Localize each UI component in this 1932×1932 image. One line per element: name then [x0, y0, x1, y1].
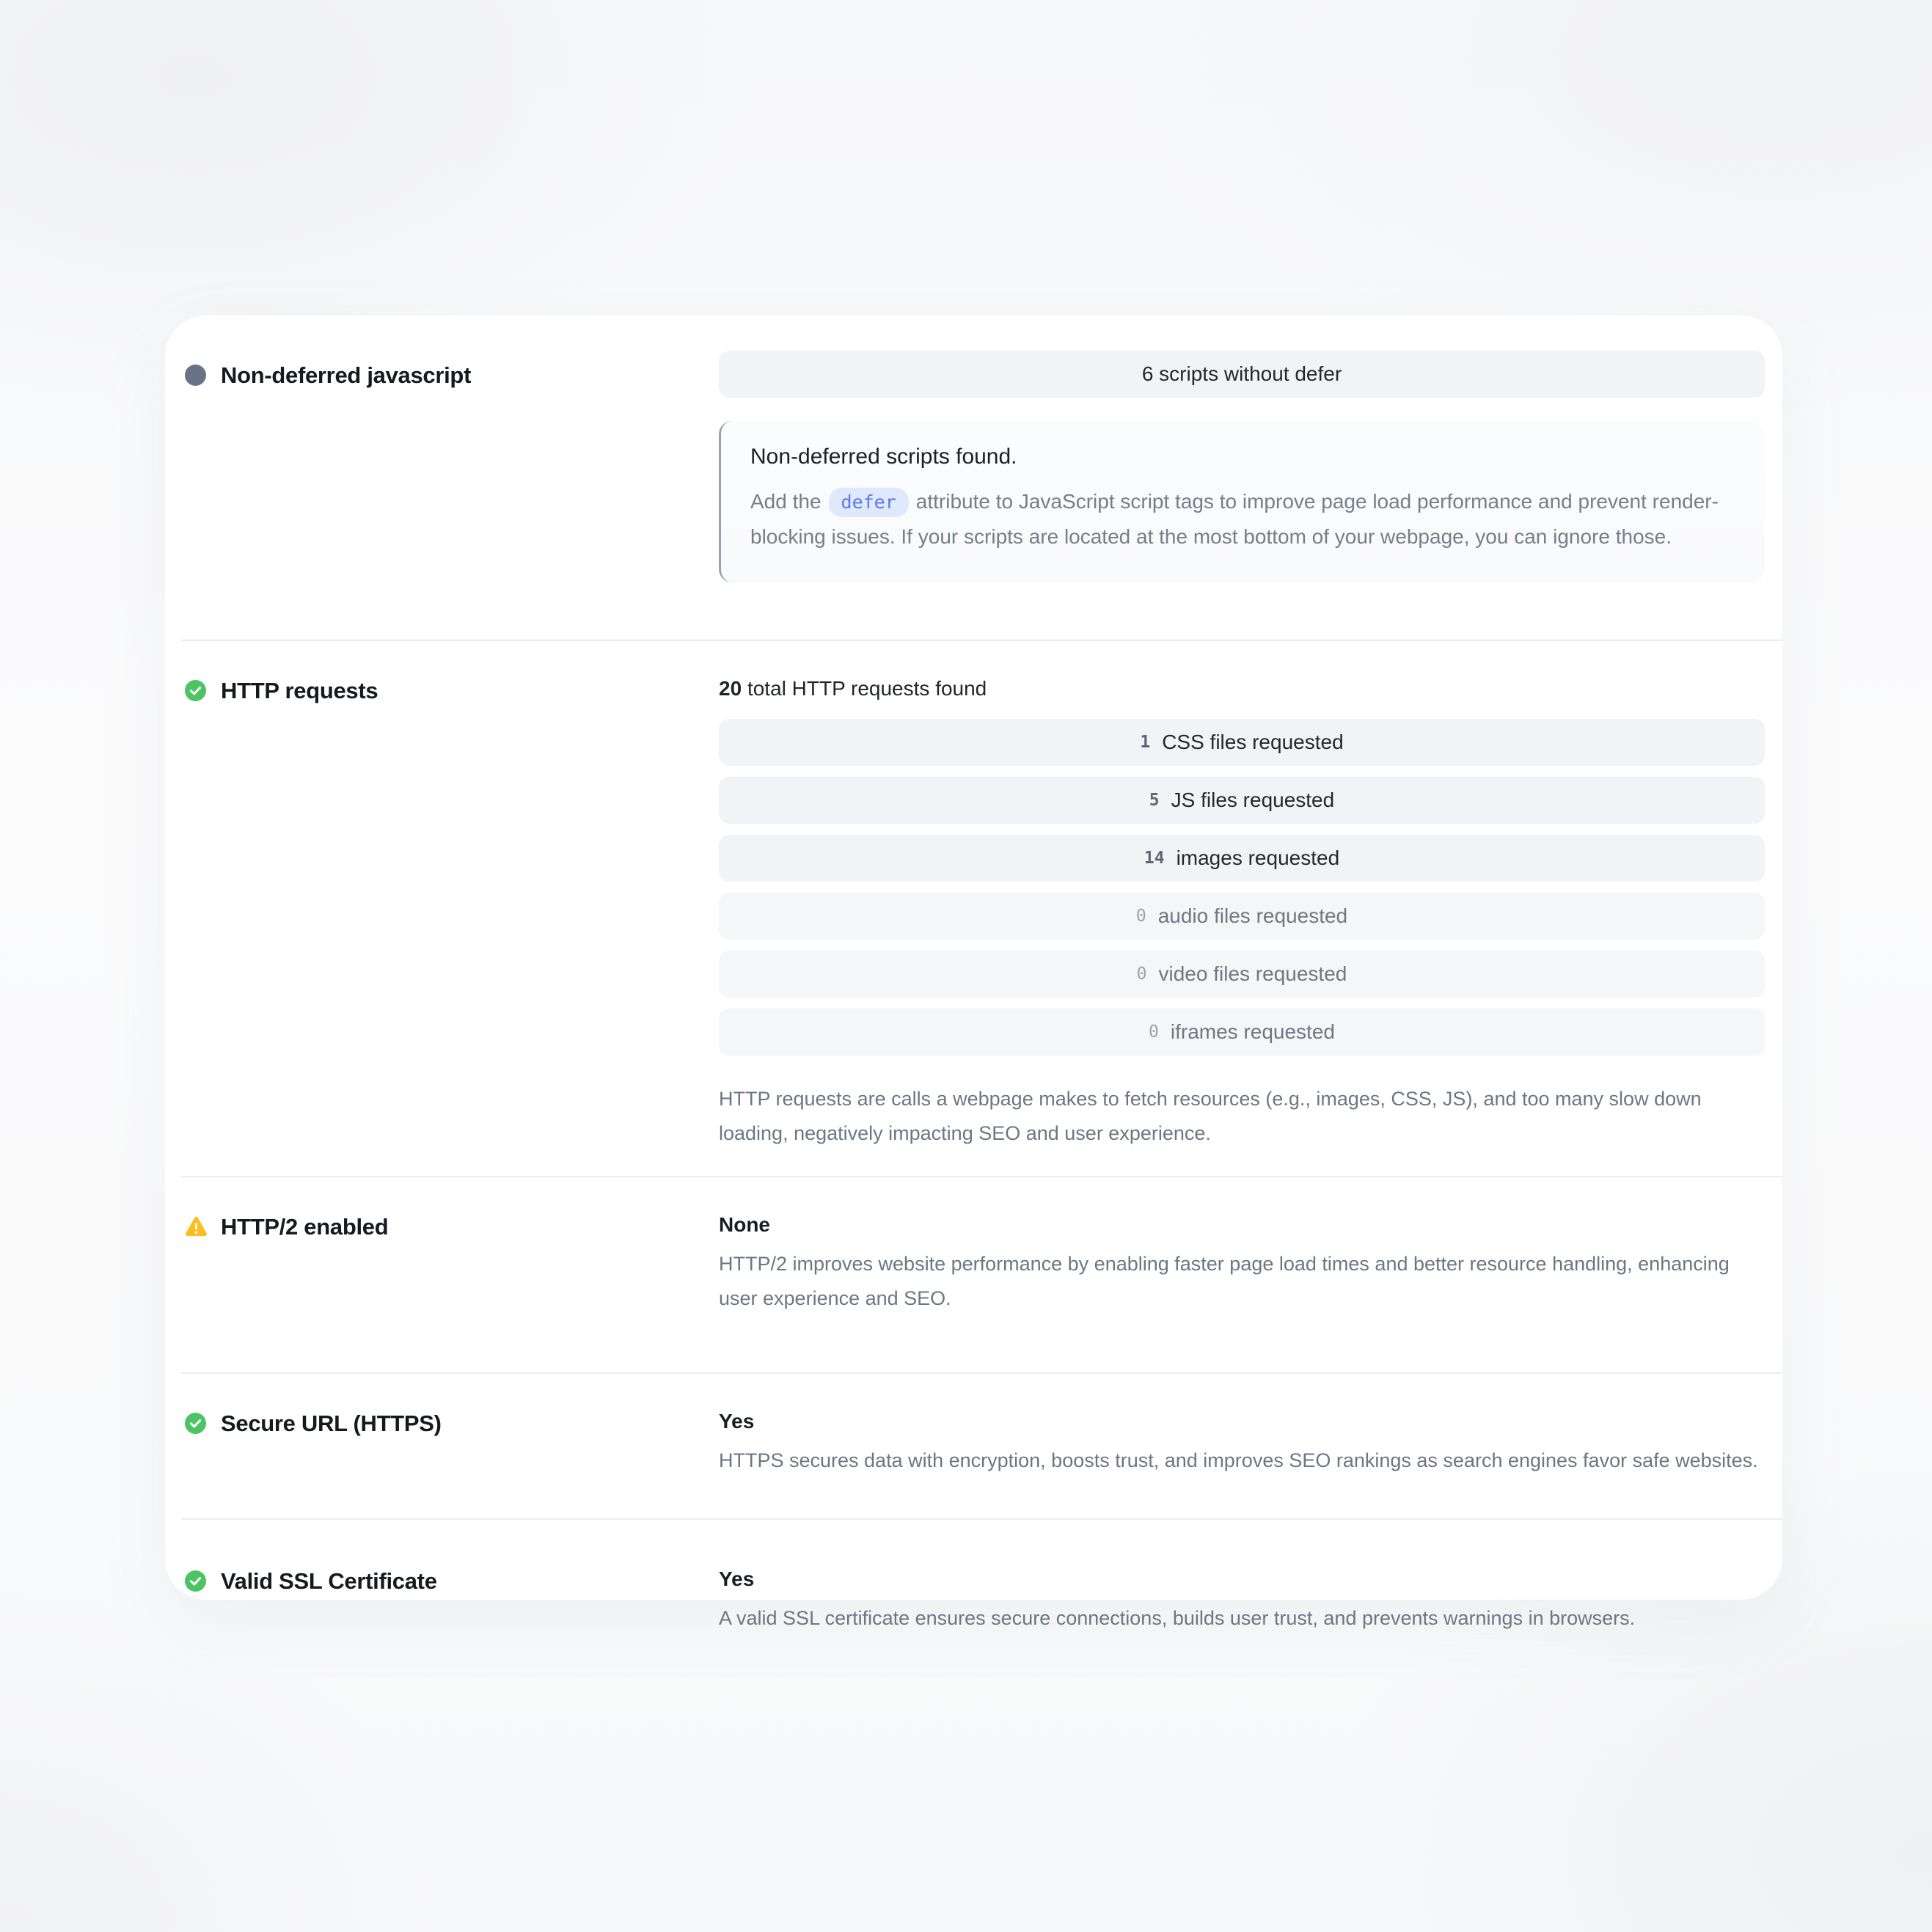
advice-note-title: Non-deferred scripts found.: [750, 444, 1017, 469]
section-header: [185, 676, 719, 1151]
defer-code-chip: defer: [829, 488, 909, 517]
section-title: Secure URL (HTTPS): [221, 1410, 442, 1436]
stat-count: 5: [1149, 791, 1160, 810]
section-header: [185, 1409, 719, 1478]
advice-note-body: [750, 484, 1735, 555]
stat-count: 0: [1149, 1022, 1159, 1042]
section-title: HTTP requests: [221, 678, 378, 703]
stat-label: video files requested: [1158, 962, 1347, 985]
check-value: Yes: [719, 1567, 755, 1590]
total-requests-line: [719, 676, 1765, 701]
section-header: [185, 351, 719, 582]
stat-count: 14: [1144, 849, 1165, 868]
check-circle-icon: [185, 1413, 206, 1434]
stat-bar-images: [719, 835, 1765, 882]
stat-count: 1: [1140, 733, 1151, 752]
section-content: [719, 676, 1765, 1151]
stat-bar-js: [719, 777, 1765, 824]
check-circle-icon: [185, 680, 206, 701]
stat-label: JS files requested: [1171, 788, 1335, 811]
section-content: [719, 1567, 1765, 1636]
section-title: HTTP/2 enabled: [221, 1214, 389, 1240]
audit-report-card: [165, 315, 1782, 1629]
section-content: [719, 1409, 1765, 1478]
warning-triangle-icon: [185, 1216, 206, 1237]
section-description: HTTP/2 improves website performance by enabling faster page load times and better resource handling, enhancing user experience and SEO.: [719, 1253, 1730, 1309]
stat-bar-css: [719, 719, 1765, 766]
stat-count: 0: [1136, 965, 1147, 984]
request-breakdown-list: [719, 719, 1765, 1055]
advice-note: [719, 421, 1765, 582]
note-body-before: Add the: [750, 490, 822, 513]
section-header: [185, 1212, 719, 1316]
section-valid-ssl: [165, 1532, 1782, 1636]
section-http-requests: [165, 641, 1782, 1151]
check-circle-icon: [185, 1570, 206, 1592]
summary-pill-label: 6 scripts without defer: [1141, 362, 1342, 385]
total-requests-count: 20: [719, 677, 742, 700]
section-description: A valid SSL certificate ensures secure connections, builds user trust, and prevents warnings in browsers.: [719, 1607, 1636, 1629]
section-title: Non-deferred javascript: [221, 362, 472, 388]
section-non-deferred-javascript: [165, 315, 1782, 582]
total-requests-label: total HTTP requests found: [747, 677, 987, 700]
section-header: [185, 1567, 719, 1636]
section-content: [719, 1212, 1765, 1316]
stat-bar-iframes: [719, 1009, 1765, 1055]
stat-label: iframes requested: [1170, 1020, 1335, 1043]
stat-label: audio files requested: [1157, 904, 1348, 927]
stat-label: CSS files requested: [1162, 731, 1344, 753]
section-title: Valid SSL Certificate: [221, 1568, 437, 1594]
section-content: [719, 351, 1765, 582]
stat-bar-audio: [719, 893, 1765, 940]
check-value: Yes: [719, 1410, 755, 1432]
stat-label: images requested: [1176, 846, 1340, 869]
neutral-dot-icon: [185, 365, 206, 386]
stat-count: 0: [1135, 907, 1146, 926]
note-body-after: attribute to JavaScript script tags to improve page load performance and prevent render-blocking issues. If your scripts are located at the most bottom of your webpage, you can ignore those.: [750, 490, 1719, 548]
section-description: HTTP requests are calls a webpage makes to fetch resources (e.g., images, CSS, JS), and too many slow down loading, negatively impacting SEO and user experience.: [719, 1088, 1702, 1144]
section-description: HTTPS secures data with encryption, boosts trust, and improves SEO rankings as search engines favor safe websites.: [719, 1449, 1758, 1471]
check-value: None: [719, 1213, 770, 1236]
stat-bar-video: [719, 951, 1765, 998]
section-http2-enabled: [165, 1177, 1782, 1316]
section-secure-url: [165, 1374, 1782, 1478]
summary-pill: [719, 351, 1765, 398]
